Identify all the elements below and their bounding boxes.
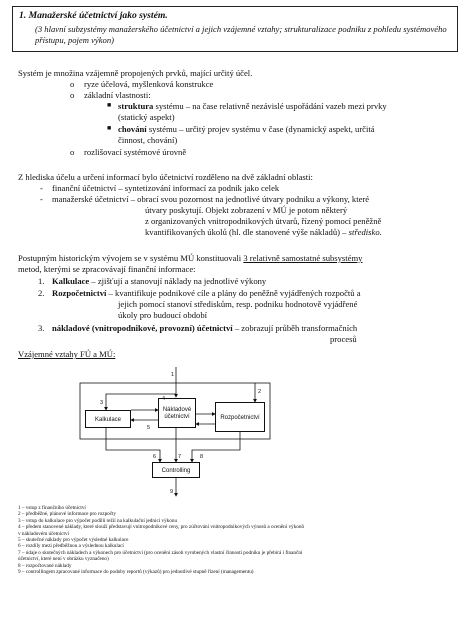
subsystem-rozpocetnictvi: Rozpočetnictví – kvantifikuje podnikové cíle a plány do peněžně vyjádřených rozpočtů a [52,288,361,298]
square-bullet: ■ [107,124,112,132]
subsystem-rozpocetnictvi-cont: úkoly pro budoucí období [118,310,208,320]
bullet-marker: o [70,79,75,89]
managerial-accounting: manažerské účetnictví – obrací svou pozornost na jednotlivé útvary podniku a výkony, které [52,194,370,204]
list-number: 3. [38,323,45,333]
diagram-heading: Vzájemné vztahy FÚ a MÚ: [18,349,116,359]
box-nakladove-ucetnictvi: Nákladové účetnictví [158,398,196,428]
legend-item: v nákladovém účetnictví [18,530,69,537]
system-item-2: základní vlastnosti: [84,90,151,100]
system-item-1: ryze účelová, myšlenková konstrukce [84,79,214,89]
bullet-marker: o [70,90,75,100]
label-4: 4 [162,396,166,402]
behaviour-line-cont: činnost, chování) [118,135,178,145]
dash-marker: - [40,183,43,193]
subsystem-kalkulace: Kalkulace – zjišťují a stanovují náklady na jednotlivé výkony [52,276,267,286]
arrow-6 [106,428,160,462]
managerial-accounting-cont: útvary poskytují. Objekt zobrazení v MÚ je potom některý [145,205,348,215]
subsystem-nakladove-ucetnictvi: nákladové (vnitropodnikové, provozní) účetnictví – zobrazují průběh transformačních [52,323,358,333]
dash-marker: - [40,194,43,204]
system-definition: Systém je množina vzájemně propojených prvků, mající určitý účel. [18,68,253,78]
system-item-3: rozlišovací systémové úrovně [84,147,187,157]
legend-item: 5 – skutečné náklady pro výpočet výsledné kalkulace [18,537,129,544]
section-title: 1. Manažerské účetnictví jako systém. [19,10,168,21]
subsystems-intro-cont: metod, kterými se zpracovávají finanční informace: [18,264,196,274]
legend-item: 8 – rozpočtované náklady [18,562,72,569]
square-bullet: ■ [107,101,112,109]
legend-item: 1 – vstup z finančního účetnictví [18,505,86,511]
legend-item: 2 – předběžné, plánové informace pro rozpočty [18,511,117,518]
label-1: 1 [171,372,175,378]
box-controlling: Controlling [152,462,200,478]
bullet-marker: o [70,147,75,157]
label-8: 8 [200,454,204,460]
label-5: 5 [147,425,151,431]
structure-line: struktura systému – na čase relativně nezávislé uspořádání vazeb mezi prvky [118,101,387,111]
legend-item: účetnictví, které není v obrázku vyznačeno) [18,556,109,563]
label-6: 6 [153,454,157,460]
financial-accounting: finanční účetnictví – syntetizování informací za podnik jako celek [52,183,280,193]
subsystem-rozpocetnictvi-cont: jejich pomocí stanoví střediskům, resp. podniku hodnotově vyjádřené [118,299,358,309]
label-7: 7 [178,454,182,460]
subsystems-intro: Postupným historickým vývojem se v systému MÚ konstituovali 3 relativně samostatné subsystémy [18,253,363,263]
accounting-areas-intro: Z hlediska účelu a určení informací bylo účetnictví rozděleno na dvě základní oblasti: [18,172,313,182]
list-number: 1. [38,276,45,286]
section-subtitle: (3 hlavní subzystémy manažerského účetnictví a jejich vzájemné vztahy; strukturalizace podniku z pohledu systémového přístupu, pojem výkon) [35,24,447,45]
label-2: 2 [258,389,262,395]
legend-item: 4 – předem stanovené náklady, které slouží představují vnitropodnikové ceny, pro zúčtování vnitropodnikových výnosů a ocenění výkonů [18,524,305,531]
diagram-legend [18,505,464,575]
legend-item: 3 – vstup do kalkulace pro výpočet podílů režií na kalkulační jednici výkonu [18,517,178,524]
label-9: 9 [170,489,174,495]
managerial-accounting-cont: kvantifikovaných úkolů (hl. dle stanovené výše nákladů) – středisko. [145,227,382,237]
box-kalkulace: Kalkulace [85,410,131,428]
label-3: 3 [100,400,104,406]
legend-item: 7 – údaje o skutečných nákladech a výkonech pro účetnictví (pro ocenění zásob vyrobených vlastní činností podniku je přebírá i finanční [18,549,303,556]
behaviour-line: chování systému – určitý projev systému v čase (dynamický aspekt, určitá [118,124,375,134]
subsystem-nakladove-cont: procesů [330,334,357,344]
structure-line-cont: (statický aspekt) [118,112,175,122]
managerial-accounting-cont: z organizovaných vnitropodnikových útvarů, řízený pomocí peněžně [145,216,382,226]
list-number: 2. [38,288,45,298]
legend-item: 6 – rozdíly mezi předběžnou a výslednou kalkulací [18,543,124,550]
legend-item: 9 – controllingem zpracované informace do podoby reportů (výkazů) pro jednotlivé stupně řízení (managementu) [18,569,254,576]
box-rozpocetnictvi: Rozpočetnictví [215,402,265,432]
